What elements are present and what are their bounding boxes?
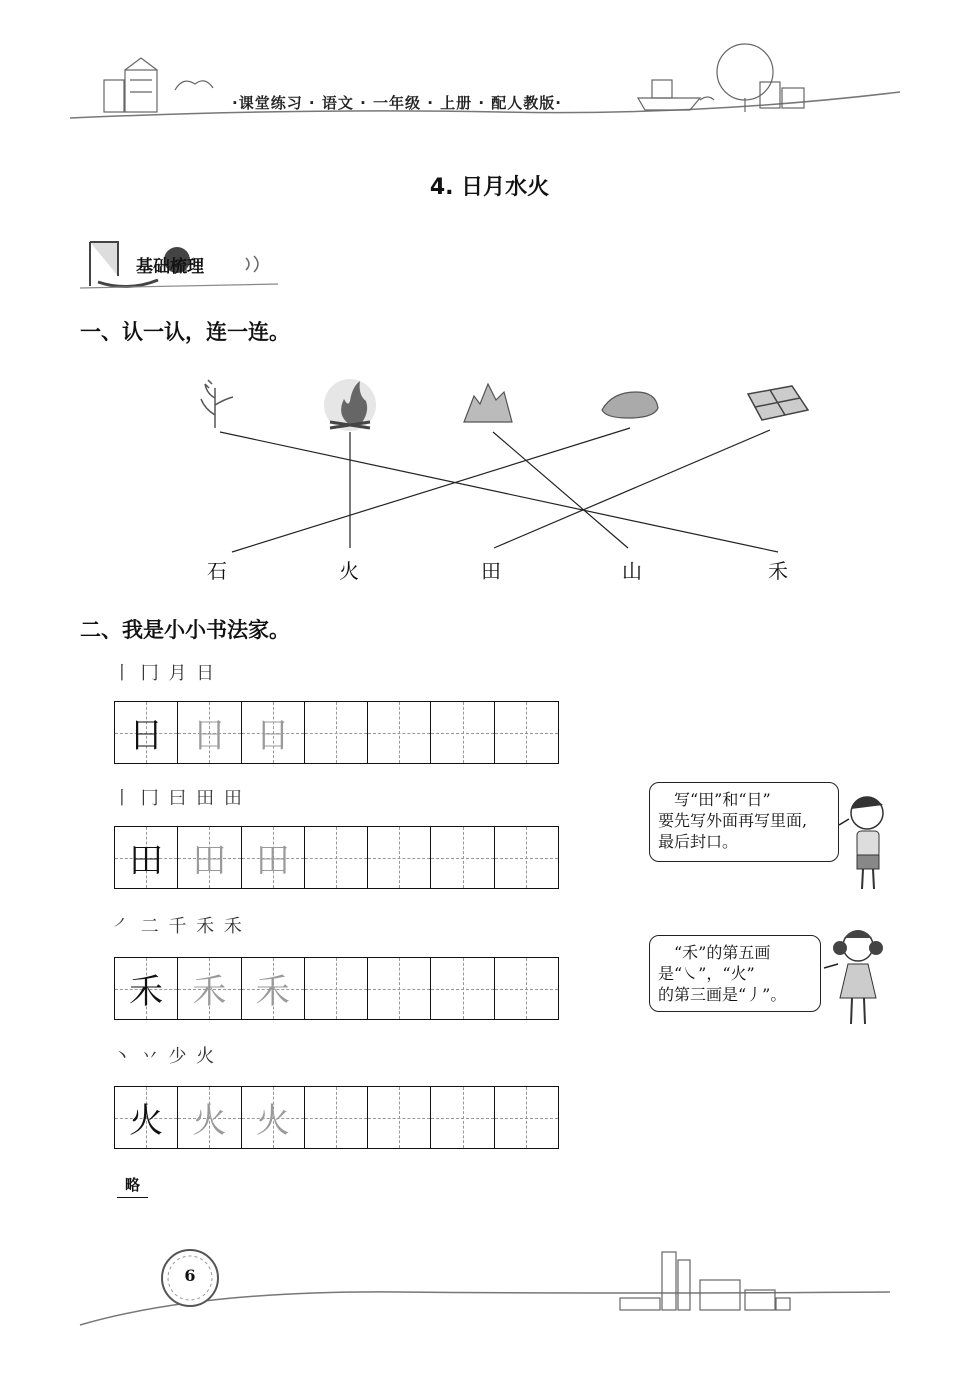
answer-note: 略 — [117, 1174, 148, 1198]
city-skyline-illustration — [620, 1252, 790, 1310]
tip-line: 的第三画是“丿”。 — [658, 985, 787, 1004]
writing-cell[interactable]: 田 — [178, 827, 241, 888]
writing-cell[interactable] — [431, 702, 494, 763]
writing-cell[interactable] — [431, 958, 494, 1019]
writing-cell[interactable] — [495, 702, 558, 763]
boy-illustration — [835, 785, 895, 897]
writing-cell[interactable] — [368, 827, 431, 888]
stroke-order-tian: 丨 冂 曰 田 田 — [113, 788, 244, 809]
writing-cell[interactable]: 火 — [178, 1087, 241, 1148]
writing-cell[interactable] — [305, 958, 368, 1019]
tip-bubble-tian-ri — [649, 782, 839, 862]
writing-cell[interactable] — [495, 827, 558, 888]
stroke-order-ri: 丨 冂 月 日 — [113, 663, 217, 684]
writing-cell[interactable]: 火 — [242, 1087, 305, 1148]
writing-grid-he — [114, 957, 559, 1020]
writing-grid-ri — [114, 701, 559, 764]
writing-cell[interactable] — [495, 958, 558, 1019]
writing-cell[interactable]: 日 — [115, 702, 178, 763]
match-char-tian: 田 — [481, 559, 501, 583]
writing-cell[interactable]: 田 — [115, 827, 178, 888]
writing-cell[interactable]: 日 — [178, 702, 241, 763]
section-badge-label: 基础梳理 — [136, 257, 204, 277]
tip-line: 要先写外面再写里面, — [658, 811, 808, 830]
writing-cell[interactable]: 火 — [115, 1087, 178, 1148]
matching-diagram — [0, 370, 979, 570]
writing-cell[interactable] — [368, 702, 431, 763]
tip-line: 最后封口。 — [658, 832, 739, 851]
question-2-heading: 二、我是小小书法家。 — [80, 618, 290, 642]
question-1-heading: 一、认一认，连一连。 — [80, 320, 290, 344]
rice-plant-icon — [201, 380, 233, 428]
match-char-he: 禾 — [768, 559, 788, 583]
match-char-huo: 火 — [339, 559, 359, 583]
writing-cell[interactable]: 禾 — [242, 958, 305, 1019]
writing-grid-huo — [114, 1086, 559, 1149]
writing-cell[interactable]: 禾 — [178, 958, 241, 1019]
tree-illustration — [638, 44, 804, 112]
tip-line: 是“㇏”，“火” — [658, 964, 755, 983]
girl-illustration — [822, 920, 894, 1032]
match-line — [232, 428, 630, 552]
tip-line: 写“田”和“日” — [658, 790, 771, 809]
header-title: ·课堂练习 · 语文 · 一年级 · 上册 · 配人教版· — [232, 94, 562, 112]
mountain-icon — [464, 384, 512, 422]
tip-line: “禾”的第五画 — [658, 943, 771, 962]
writing-cell[interactable] — [431, 827, 494, 888]
writing-cell[interactable] — [305, 827, 368, 888]
stroke-order-huo: 丶 丷 少 火 — [113, 1046, 217, 1067]
writing-cell[interactable] — [305, 1087, 368, 1148]
writing-cell[interactable]: 田 — [242, 827, 305, 888]
writing-cell[interactable] — [305, 702, 368, 763]
writing-cell[interactable]: 日 — [242, 702, 305, 763]
stroke-order-he: ㇒ 二 千 禾 禾 — [113, 916, 244, 937]
writing-grid-tian — [114, 826, 559, 889]
fire-icon — [324, 379, 376, 431]
page-number: 6 — [184, 1266, 196, 1285]
tip-bubble-he-huo — [649, 935, 821, 1012]
match-line — [494, 430, 770, 548]
footer-decoration — [0, 1230, 979, 1340]
writing-cell[interactable] — [431, 1087, 494, 1148]
building-illustration — [104, 58, 213, 112]
match-line — [220, 432, 778, 552]
match-char-shan: 山 — [622, 559, 642, 583]
lesson-title: 4. 日月水火 — [429, 175, 550, 200]
writing-cell[interactable]: 禾 — [115, 958, 178, 1019]
writing-cell[interactable] — [495, 1087, 558, 1148]
match-char-shi: 石 — [207, 559, 227, 583]
writing-cell[interactable] — [368, 1087, 431, 1148]
writing-cell[interactable] — [368, 958, 431, 1019]
field-icon — [748, 386, 808, 420]
stone-icon — [602, 392, 658, 418]
